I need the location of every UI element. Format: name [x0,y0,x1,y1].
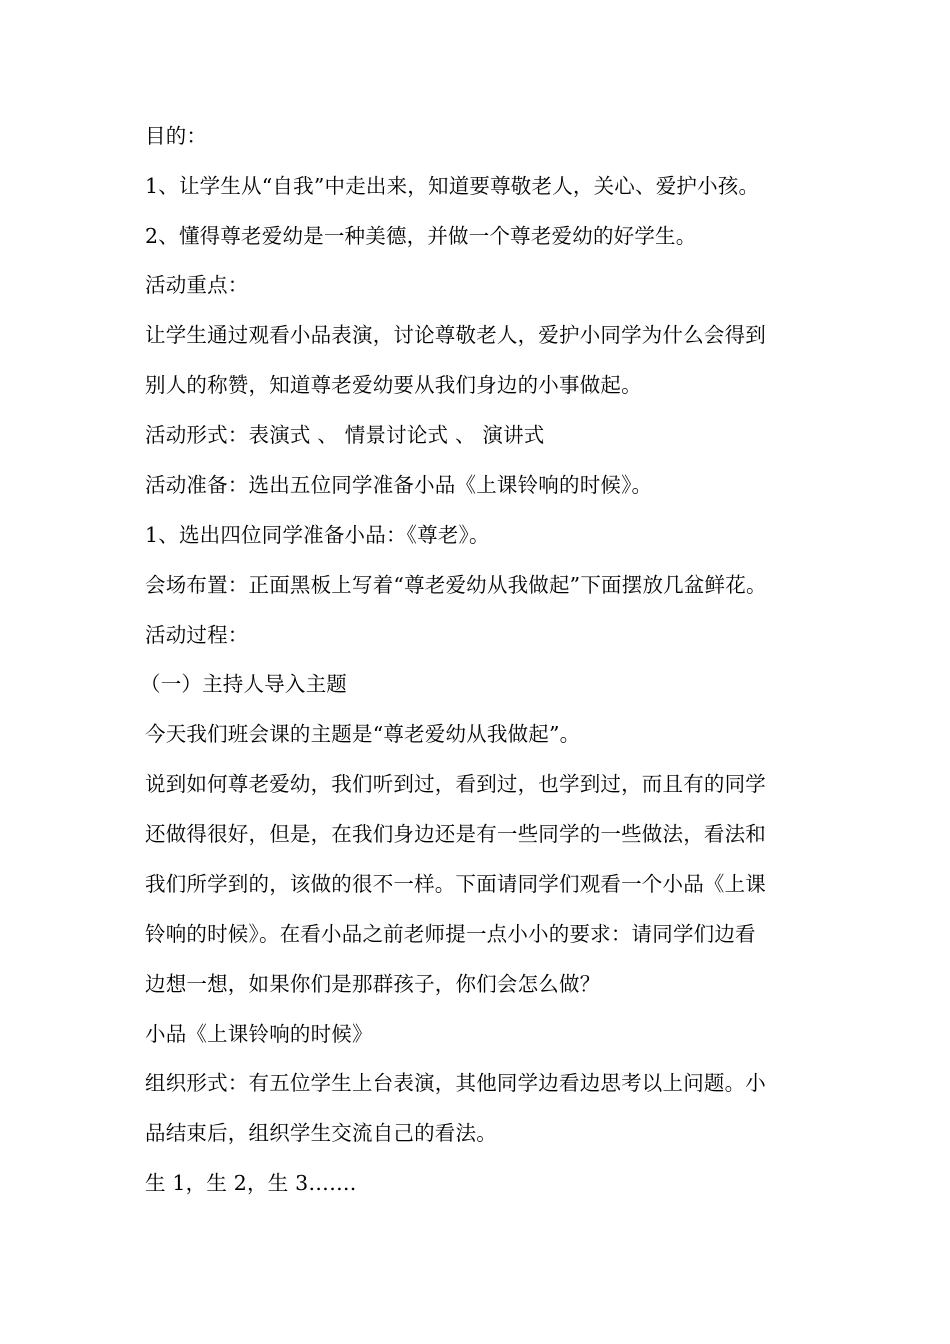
organization-line-2: 品结束后，组织学生交流自己的看法。 [145,1121,497,1145]
skit-title: 小品《上课铃响的时候》 [145,1022,373,1046]
key-points-line-1: 让学生通过观看小品表演，讨论尊敬老人，爱护小同学为什么会得到 [145,323,766,347]
section-host-intro: （一）主持人导入主题 [140,672,347,696]
activity-format: 活动形式：表演式 、 情景讨论式 、 演讲式 [145,423,545,447]
venue-layout: 会场布置：正面黑板上写着“尊老爱幼从我做起”下面摆放几盆鲜花。 [145,573,767,597]
intro-theme: 今天我们班会课的主题是“尊老爱幼从我做起”。 [145,722,581,746]
paragraph-line-2: 还做得很好，但是，在我们身边还是有一些同学的一些做法，看法和 [145,822,766,846]
paragraph-line-3: 我们所学到的，该做的很不一样。下面请同学们观看一个小品《上课 [145,872,766,896]
heading-activity-process: 活动过程： [145,623,249,647]
key-points-line-2: 别人的称赞，知道尊老爱幼要从我们身边的小事做起。 [145,373,642,397]
heading-key-points: 活动重点： [145,273,249,297]
paragraph-line-5: 边想一想，如果你们是那群孩子，你们会怎么做？ [145,972,601,996]
purpose-item-2: 2、懂得尊老爱幼是一种美德，并做一个尊老爱幼的好学生。 [145,224,697,248]
students-list: 生 1，生 2，生 3……. [145,1171,357,1195]
paragraph-line-4: 铃响的时候》。在看小品之前老师提一点小小的要求：请同学们边看 [145,922,756,946]
paragraph-line-1: 说到如何尊老爱幼，我们听到过，看到过，也学到过，而且有的同学 [145,772,766,796]
preparation-item-1: 1、选出四位同学准备小品：《尊老》。 [145,523,490,547]
organization-line-1: 组织形式：有五位学生上台表演，其他同学边看边思考以上问题。小 [145,1071,766,1095]
activity-preparation: 活动准备：选出五位同学准备小品《上课铃响的时候》。 [145,473,653,497]
purpose-item-1: 1、让学生从“自我”中走出来，知道要尊敬老人，关心、爱护小孩。 [145,174,760,198]
heading-purpose: 目的： [145,124,208,148]
